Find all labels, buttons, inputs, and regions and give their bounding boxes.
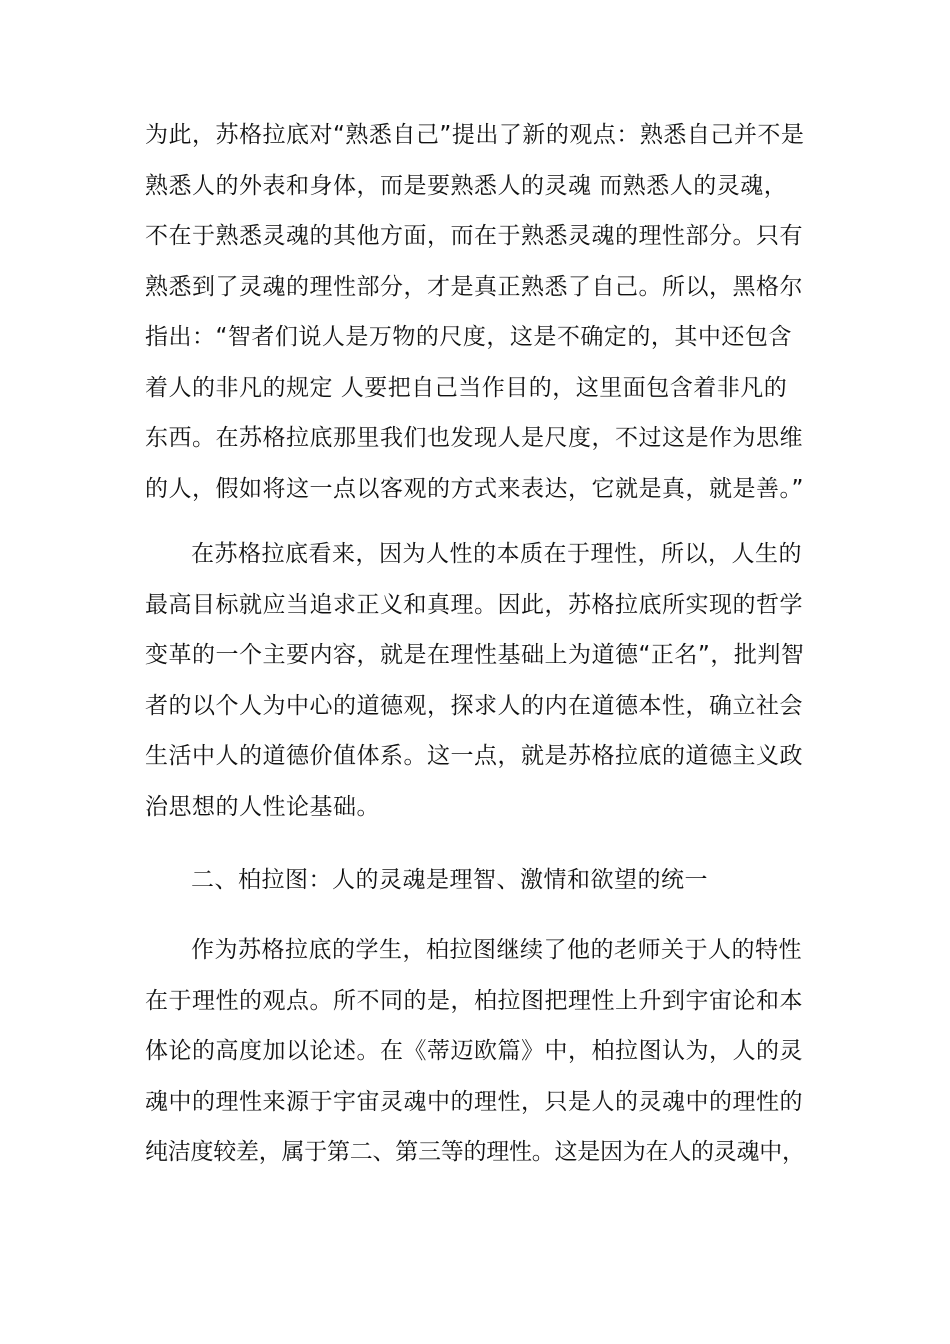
text-line: 作为苏格拉底的学生，柏拉图继续了他的老师关于人的特性 — [191, 937, 802, 963]
text-line: 指出：“智者们说人是万物的尺度，这是不确定的，其中还包含 — [145, 324, 792, 350]
text-line: 不在于熟悉灵魂的其他方面，而在于熟悉灵魂的理性部分。只有 — [145, 223, 803, 249]
text-line: 变革的一个主要内容，就是在理性基础上为道德“正名”，批判智 — [145, 642, 805, 668]
text-line: 在苏格拉底看来，因为人性的本质在于理性，所以，人生的 — [191, 541, 802, 567]
section-heading: 二、柏拉图：人的灵魂是理智、激情和欲望的统一 — [191, 867, 708, 893]
text-line: 熟悉到了灵魂的理性部分，才是真正熟悉了自己。所以，黑格尔 — [145, 273, 803, 300]
paragraph-plato-reason — [145, 925, 810, 1178]
paragraph-human-nature-reason — [145, 529, 810, 832]
text-line: 在于理性的观点。所不同的是，柏拉图把理性上升到宇宙论和本 — [145, 987, 803, 1014]
paragraph-socrates-self-knowledge — [145, 110, 810, 514]
text-line: 者的以个人为中心的道德观，探求人的内在道德本性，确立社会 — [145, 692, 803, 719]
text-line: 魂中的理性来源于宇宙灵魂中的理性，只是人的灵魂中的理性的 — [145, 1088, 803, 1115]
text-line: 东西。在苏格拉底那里我们也发现人是尺度，不过这是作为思维 — [145, 425, 803, 451]
text-line: 熟悉人的外表和身体，而是要熟悉人的灵魂 而熟悉人的灵魂， — [145, 172, 788, 199]
text-line: 体论的高度加以论述。在《蒂迈欧篇》中，柏拉图认为，人的灵 — [145, 1038, 803, 1064]
text-line: 的人，假如将这一点以客观的方式来表达，它就是真，就是善。” — [145, 475, 804, 502]
text-line: 生活中人的道德价值体系。这一点，就是苏格拉底的道德主义政 — [145, 743, 803, 769]
text-line: 着人的非凡的规定 人要把自己当作目的，这里面包含着非凡的 — [145, 374, 788, 401]
text-line: 治思想的人性论基础。 — [145, 793, 380, 820]
text-line: 为此，苏格拉底对“熟悉自己”提出了新的观点：熟悉自己并不是 — [145, 122, 805, 148]
text-line: 最高目标就应当追求正义和真理。因此，苏格拉底所实现的哲学 — [145, 591, 803, 618]
text-line: 纯洁度较差，属于第二、第三等的理性。这是因为在人的灵魂中， — [145, 1139, 805, 1165]
section-heading-plato — [145, 855, 810, 906]
